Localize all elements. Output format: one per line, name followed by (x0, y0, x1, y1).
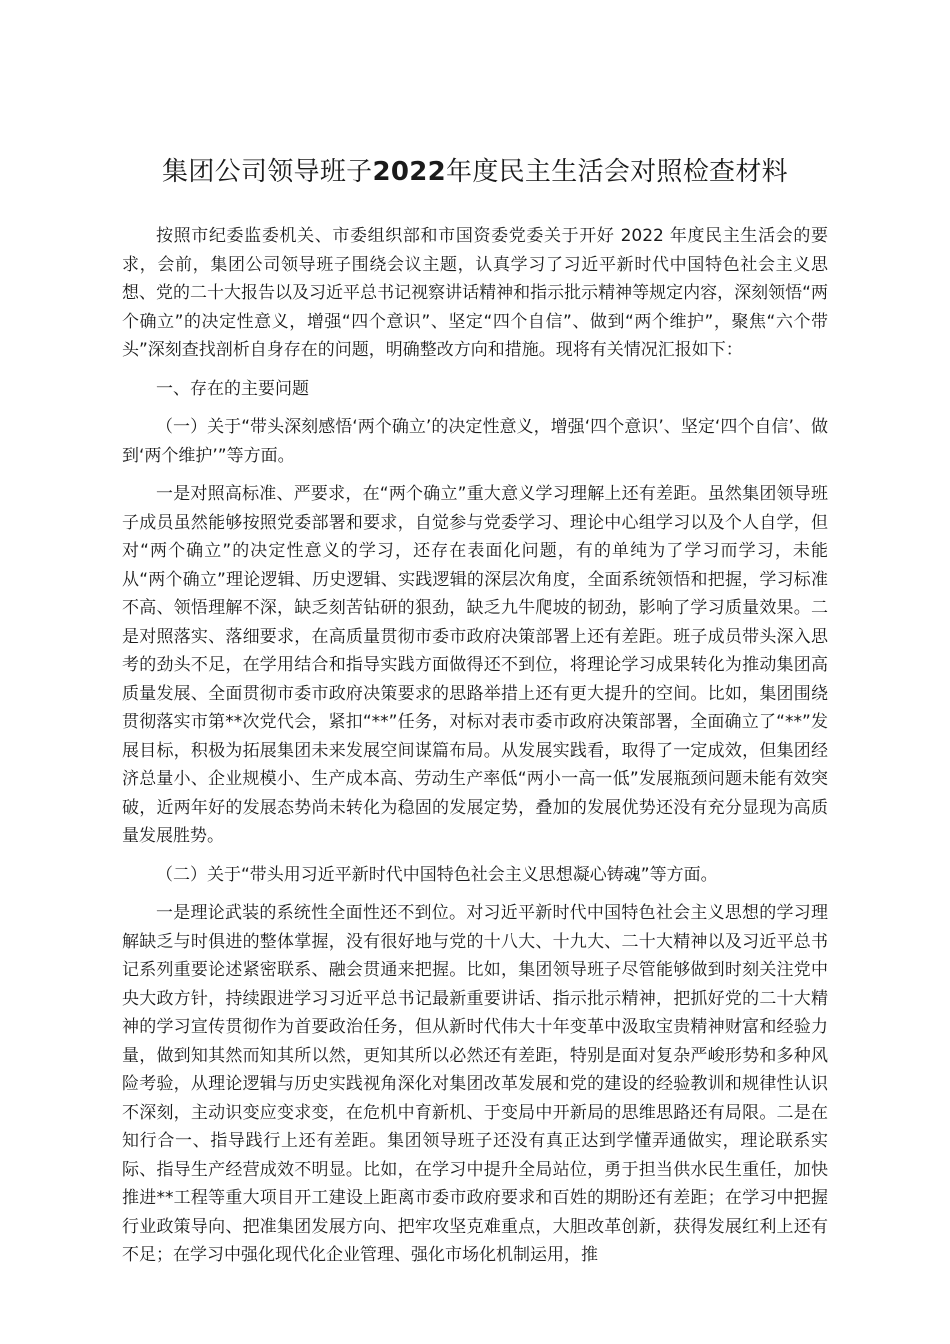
title-year: 2022 (372, 157, 447, 187)
section-heading-problems: 一、存在的主要问题 (156, 378, 309, 399)
title-prefix: 集团公司领导班子 (162, 157, 373, 187)
subsection-heading-1: （一）关于“带头深刻感悟‘两个确立’的决定性意义，增强‘四个意识’、坚定‘四个自信’、做到‘两个维护’”等方面。 (122, 417, 828, 466)
subsection-body-1: 一是对照高标准、严要求，在“两个确立”重大意义学习理解上还有差距。虽然集团领导班子成员虽然能够按照党委部署和要求，自觉参与党委学习、理论中心组学习以及个人自学，但对“两个确立”的决定性意义的学习，还存在表面化问题，有的单纯为了学习而学习，未能从“两个确立”理论逻辑、历史逻辑、实践逻辑的深层次角度，全面系统领悟和把握，学习标准不高、领悟理解不深，缺乏刻苦钻研的狠劲，缺乏九牛爬坡的韧劲，影响了学习质量效果。二是对照落实、落细要求，在高质量贯彻市委市政府决策部署上还有差距。班子成员带头深入思考的劲头不足，在学用结合和指导实践方面做得还不到位，将理论学习成果转化为推动集团高质量发展、全面贯彻市委市政府决策要求的思路举措上还有更大提升的空间。比如，集团围绕贯彻落实市第**次党代会，紧扣“**”任务，对标对表市委市政府决策部署，全面确立了“**”发展目标，积极为拓展集团未来发展空间谋篇布局。从发展实践看，取得了一定成效，但集团经济总量小、企业规模小、生产成本高、劳动生产率低“两小一高一低”发展瓶颈问题未能有效突破，近两年好的发展态势尚未转化为稳固的发展定势，叠加的发展优势还没有充分显现为高质量发展胜势。 (122, 484, 828, 846)
intro-paragraph: 按照市纪委监委机关、市委组织部和市国资委党委关于开好 2022 年度民主生活会的要求，会前，集团公司领导班子围绕会议主题，认真学习了习近平新时代中国特色社会主义思想、党的二十大报告以及习近平总书记视察讲话精神和指示批示精神等规定内容，深刻领悟“两个确立”的决定性意义，增强“四个意识”、坚定“四个自信”、做到“两个维护”，聚焦“六个带头”深刻查找剖析自身存在的问题，明确整改方向和措施。现将有关情况汇报如下： (122, 226, 828, 360)
subsection-body-2: 一是理论武装的系统性全面性还不到位。对习近平新时代中国特色社会主义思想的学习理解缺乏与时俱进的整体掌握，没有很好地与党的十八大、十九大、二十大精神以及习近平总书记系列重要论述紧密联系、融会贯通来把握。比如，集团领导班子尽管能够做到时刻关注党中央大政方针，持续跟进学习习近平总书记最新重要讲话、指示批示精神，把抓好党的二十大精神的学习宣传贯彻作为首要政治任务，但从新时代伟大十年变革中汲取宝贵精神财富和经验力量，做到知其然而知其所以然，更知其所以必然还有差距，特别是面对复杂严峻形势和多种风险考验，从理论逻辑与历史实践视角深化对集团改革发展和党的建设的经验教训和规律性认识不深刻，主动识变应变求变，在危机中育新机、于变局中开新局的思维思路还有局限。二是在知行合一、指导践行上还有差距。集团领导班子还没有真正达到学懂弄通做实，理论联系实际、指导生产经营成效不明显。比如，在学习中提升全局站位，勇于担当供水民生重任，加快推进**工程等重大项目开工建设上距离市委市政府要求和百姓的期盼还有差距；在学习中把握行业政策导向、把准集团发展方向、把牢攻坚克难重点，大胆改革创新，获得发展红利上还有不足；在学习中强化现代化企业管理、强化市场化机制运用，推 (122, 903, 828, 1265)
document-page (122, 150, 828, 1270)
subsection-heading-2: （二）关于“带头用习近平新时代中国特色社会主义思想凝心铸魂”等方面。 (156, 864, 718, 885)
document-title (122, 150, 828, 194)
title-suffix: 年度民主生活会对照检查材料 (446, 157, 788, 187)
